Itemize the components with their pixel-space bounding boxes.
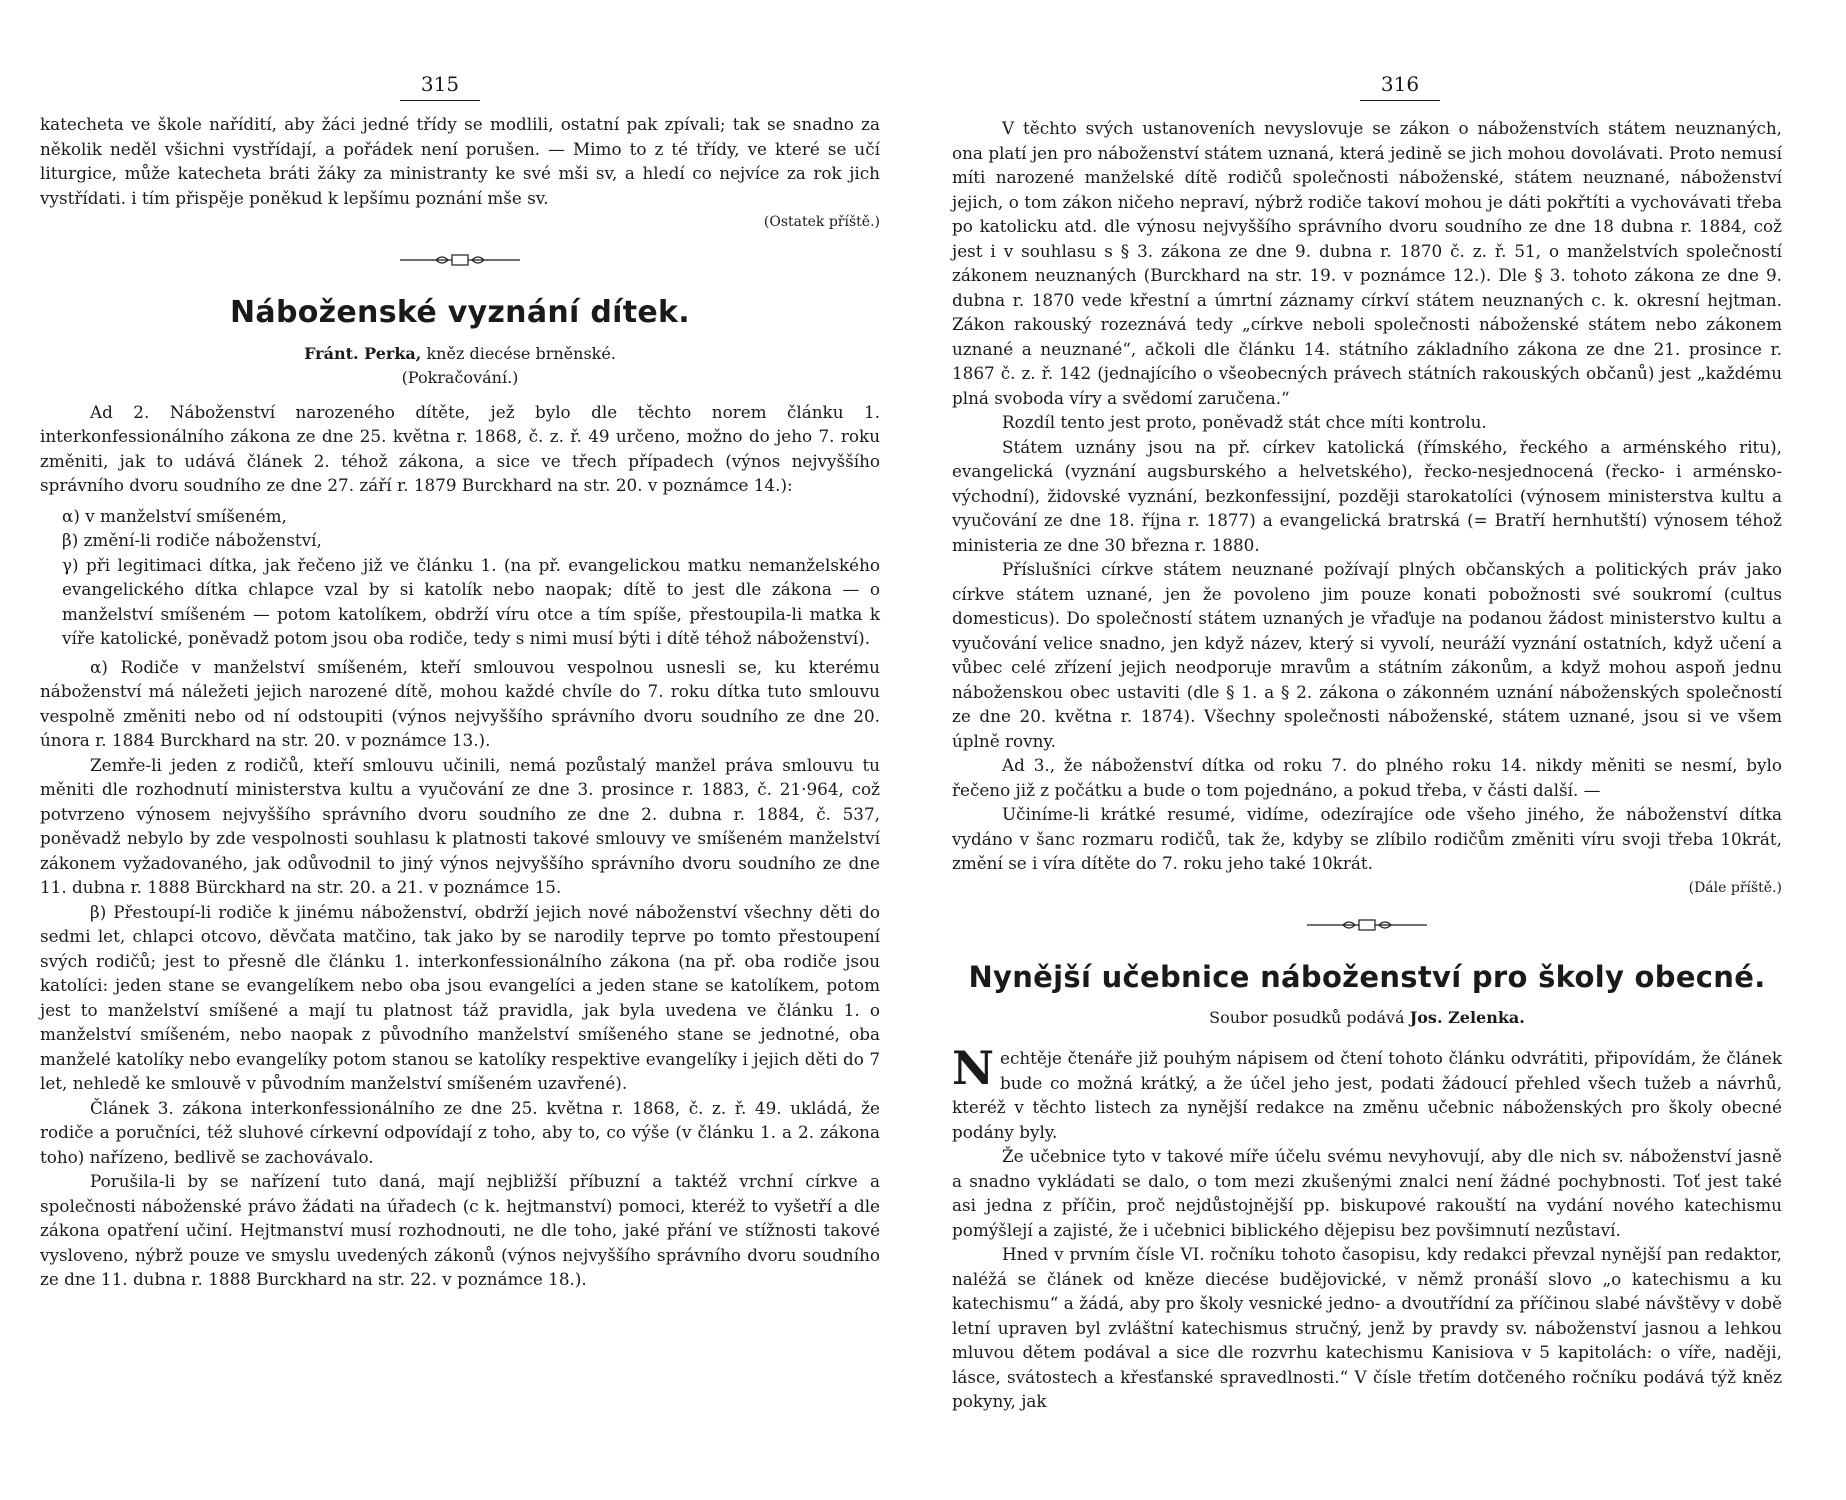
page-number: 315 — [400, 72, 480, 101]
paragraph: α) Rodiče v manželství smíšeném, kteří smlouvou vespolnou usnesli se, ku kterému náboženství má náležeti jejich narozené dítě, mohou každé chvíle do 7. roku dítka tuto smlouvu vespolně změniti nebo od ní odstoupiti (výnos nejvyššího správního dvoru soudního ze dne 20. února r. 1884 Burckhard na str. 20. v poznámce 13.). — [40, 656, 880, 750]
list-item: α) v manželství smíšeném, — [62, 505, 287, 526]
ornament-icon — [400, 253, 520, 267]
author-role: kněz diecése brněnské. — [426, 343, 616, 363]
paragraph: Učiníme-li krátké resumé, vidíme, odezírajíce ode všeho jiného, že náboženství dítka vydáno v šanc rozmaru rodičů, tak že, kdyby se zlíbilo rodičům změniti víru svoji třeba 10krát, změní se i víra dítěte do 7. roku jeho také 10krát. — [952, 804, 1782, 873]
article-status: (Pokračování.) — [401, 367, 519, 387]
paragraph: Příslušníci církve státem neuznané požívají plných občanských a politických práv jako církve státem uznané, jen že povoleno jim pouze konati pobožnosti své soukromí (cultus domesticus). Do společností státem uznaných je vřaďuje na podanou žádost ministerstvo kultu a vyučování velice snadno, jen když název, který si vyvolí, neuráží vyznání ostatních, když učení a vůbec celé zřízení jejich neodporuje mravům a státním zákonům, a když mohou aspoň jednu náboženskou obec ustaviti (dle § 1. a § 2. zákona o zákonném uznání náboženských společností ze dne 20. května r. 1874). Všechny společnosti náboženské, státem uznané, jsou si ve všem úplně rovny. — [952, 559, 1782, 751]
paragraph: Ad 2. Náboženství narozeného dítěte, jež bylo dle těchto norem článku 1. interkonfessionálního zákona ze dne 25. května r. 1868, č. z. ř. 49 určeno, možno do jeho 7. roku změniti, jak to udává článek 2. téhož zákona, a sice ve třech případech (výnos nejvyššího správního dvoru soudního ze dne 27. září r. 1879 Burckhard na str. 20. v poznámce 14.): — [40, 401, 880, 495]
left-page-body — [40, 112, 880, 1292]
drop-cap: N — [952, 1041, 995, 1095]
left-page — [0, 0, 900, 1500]
paragraph: Státem uznány jsou na př. církev katolická (římského, řeckého a arménského ritu), evangelická (vyznání augsburského a helvetského), řecko-nesjednocená (řecko- i arménsko-východní), židovské vyznání, bezkonfessijní, později starokatolíci (výnosem ministerstva kultu a vyučování ze dne 18. října r. 1877) a evangelická bratrská (= Bratří hernhutští) výnosem téhož ministeria ze dne 30 března r. 1880. — [952, 436, 1782, 555]
paragraph: Rozdíl tento jest proto, poněvadž stát chce míti kontrolu. — [1002, 412, 1487, 432]
right-page-body — [952, 116, 1782, 1414]
list-item: β) změní-li rodiče náboženství, — [62, 530, 322, 550]
paragraph: V těchto svých ustanoveních nevyslovuje se zákon o náboženstvích státem neuznaných, ona platí jen pro náboženství státem uznaná, která jedině se jich mohou dovolávati. Proto nemusí míti narozené manželské dítě rodičů společnosti náboženské, státem neuznané, náboženství jejich, o tom zákon ničeho nepraví, nýbrž rodiče takoví mohou je dáti pokřtíti a vychovávati třeba po katolicku atd. dle výnosu nejvyššího správního dvoru soudního ze dne 18 dubna r. 1884, což jest i v souhlasu s § 3. zákona ze dne 9. dubna r. 1870 č. z. ř. 51, o manželstvích společností zákonem neuznaných (Burckhard na str. 19. v poznámce 12.). Dle § 3. tohoto zákona ze dne 9. dubna r. 1870 vede křestní a úmrtní záznamy církví státem neuznaných c. k. okresní hejtman. Zákon rakouský rozeznává tedy „církve neboli společnosti náboženské státem nebo zákonem uznané a neuznané“, ačkoli dle článku 14. státního základního zákona ze dne 21. prosince r. 1867 č. z. ř. 142 (jednajícího o všeobecných právech státních rakouských občanů) jest „každému plná svoboda víry a svědomí zaručena.“ — [952, 118, 1782, 408]
paragraph: Článek 3. zákona interkonfessionálního ze dne 25. května r. 1868, č. z. ř. 49. ukládá, že rodiče a poručníci, též sluhové církevní odpovídají z toho, aby to, co výše (v článku 1. a 2. zákona toho) nařízeno, bedlivě se zachovávalo. — [40, 1097, 880, 1167]
article-byline — [40, 342, 880, 366]
paragraph: Ad 3., že náboženství dítka od roku 7. do plného roku 14. nikdy měniti se nesmí, bylo řečeno již z počátku a bude o tom pojednáno, a pokud třeba, v části další. — — [952, 755, 1782, 800]
paragraph: Zemře-li jeden z rodičů, kteří smlouvu učinili, nemá pozůstalý manžel práva smlouvu tu měniti dle rozhodnutí ministerstva kultu a vyučování ze dne 3. prosince r. 1883, č. 21·964, což potvrzeno výnosem nejvyššího správního dvoru soudního ze dne 2. dubna r. 1884, č. 537, poněvadž nebylo by zde vespolnosti souhlasu k platnosti takové smlouvy ve smíšeném manželství zákonem vyžadovaného, jak odůvodnil to jiný výnos nejvyššího správního dvoru soudního ze dne 11. dubna r. 1888 Bürckhard na str. 20. a 21. v poznámce 15. — [40, 754, 880, 897]
paragraph: Porušila-li by se nařízení tuto daná, mají nejbližší příbuzní a taktéž vrchní církve a společnosti náboženské právo žádati na úřadech (c k. hejtmanství) pomoci, kteréž to vyšetří a dle zákona opatření učiní. Hejtmanství musí rozhodnouti, ne dle toho, jaké přání ve stížnosti takové vysloveno, nýbrž pouze ve smyslu uvedených zákonů (výnos nejvyššího správního dvoru soudního ze dne 11. dubna r. 1888 Burckhard na str. 22. v poznámce 18.). — [40, 1171, 880, 1289]
byline-prefix: Soubor posudků podává — [1209, 1008, 1405, 1027]
continued-paragraph: katecheta ve škole nařídití, aby žáci jedné třídy se modlili, ostatní pak zpívali; tak se snadno za několik neděl všichni vystřídají, a pořádek není porušen. — Mimo to z té třídy, ve které se učí liturgice, může katecheta bráti žáky za ministranty ke své mši sv, a hledí co nejvíce za rok jich vystřídati. i tím přispěje poněkud k lepšímu poznání mše sv. — [40, 114, 880, 208]
article-title: Nynější učebnice náboženství pro školy obecné. — [968, 960, 1766, 994]
paragraph — [952, 1041, 1782, 1144]
continued-note: (Dále příště.) — [1688, 879, 1782, 896]
right-page — [946, 0, 1846, 1500]
paragraph: β) Přestoupí-li rodiče k jinému náboženství, obdrží jejich nové náboženství všechny děti do sedmi let, chlapci otcovo, děvčata matčino, tak jako by se narodily teprve po tomto přestoupení svých rodičů; jest to přesně dle článku 1. interkonfessionálního zákona (na př. oba rodiče jsou katolíci: jeden stane se evangelíkem nebo oba jsou evangelíci a jeden stane se katolíkem, potom jest to manželství smíšené a mají tu platnost táž pravidla, jak byla uvedena ve článku 1. o manželství smíšeném, nebo naopak z původního manželství smíšeného stane se jednotné, oba manželé katolíky nebo evangelíky potom stanou se katolíky respektive evangelíky i jejich děti do 7 let, nehledě ke smlouvě v původním manželství smíšeném uzavřené). — [40, 901, 880, 1093]
author-name: Fránt. Perka, — [304, 343, 422, 363]
paragraph: Hned v prvním čísle VI. ročníku tohoto časopisu, kdy redakci převzal nynější pan redaktor, naléžá se článek od kněze diecése budějovické, v němž pronáší slovo „o katechismu a ku katechismu“ a žádá, aby pro školy vesnické jedno- a dvoutřídní za příčinou slabé návštěvy v době letní upraven byl zvláštní katechismus stručný, jenž by pravdy sv. náboženství jasnou a lehkou mluvou dětem podával a sice dle rozvrhu katechismu Kanisiova v 5 kapitolách: o víře, naději, lásce, svátostech a křesťanské spravedlnosti.“ V čísle třetím dotčeného ročníku podává týž kněz pokyny, jak — [952, 1244, 1782, 1411]
paragraph-text: echtěje čtenáře již pouhým nápisem od čtení tohoto článku odvrátiti, připovídám, že článek bude co možná krátký, a že účel jeho jest, podati žádoucí přehled všech tužeb a návrhů, kteréž v těchto listech za nynější redakce na změnu učebnic náboženských pro školy obecné podány byly. — [952, 1048, 1782, 1142]
article-byline — [952, 1006, 1782, 1030]
author-name: Jos. Zelenka. — [1409, 1008, 1525, 1027]
ornament-divider — [40, 253, 880, 267]
page-number: 316 — [1360, 72, 1440, 101]
paragraph: Že učebnice tyto v takové míře účelu svému nevyhovují, aby dle nich sv. náboženství jasně a snadno vykládati se dalo, o tom mezi zkušenými znalci není žádné pochybnosti. Toť jest také asi jedna z příčin, proč nejdůstojnější pp. biskupové rakouští na vydání nového katechismu pomýšlejí a zajisté, že i učebnici biblického dějepisu bez povšimnutí nezůstaví. — [952, 1146, 1782, 1240]
continued-note: (Ostatek příště.) — [763, 214, 880, 230]
ornament-divider — [952, 918, 1782, 932]
article-title: Náboženské vyznání dítek. — [230, 294, 690, 330]
ornament-icon — [1307, 918, 1427, 932]
list-item: γ) při legitimaci dítka, jak řečeno již ve článku 1. (na př. evangelickou matku nemanželského evangelického dítka chlapce vzal by si katolík nebo naopak; dítě to jest dle zákona — o manželství smíšeném — potom katolíkem, obdrží víru otce a tím spíše, přestoupila-li matka k víře katolické, poněvadž potom jsou oba rodiče, tedy s nimi musí býti i dítě téhož náboženství). — [62, 554, 880, 648]
